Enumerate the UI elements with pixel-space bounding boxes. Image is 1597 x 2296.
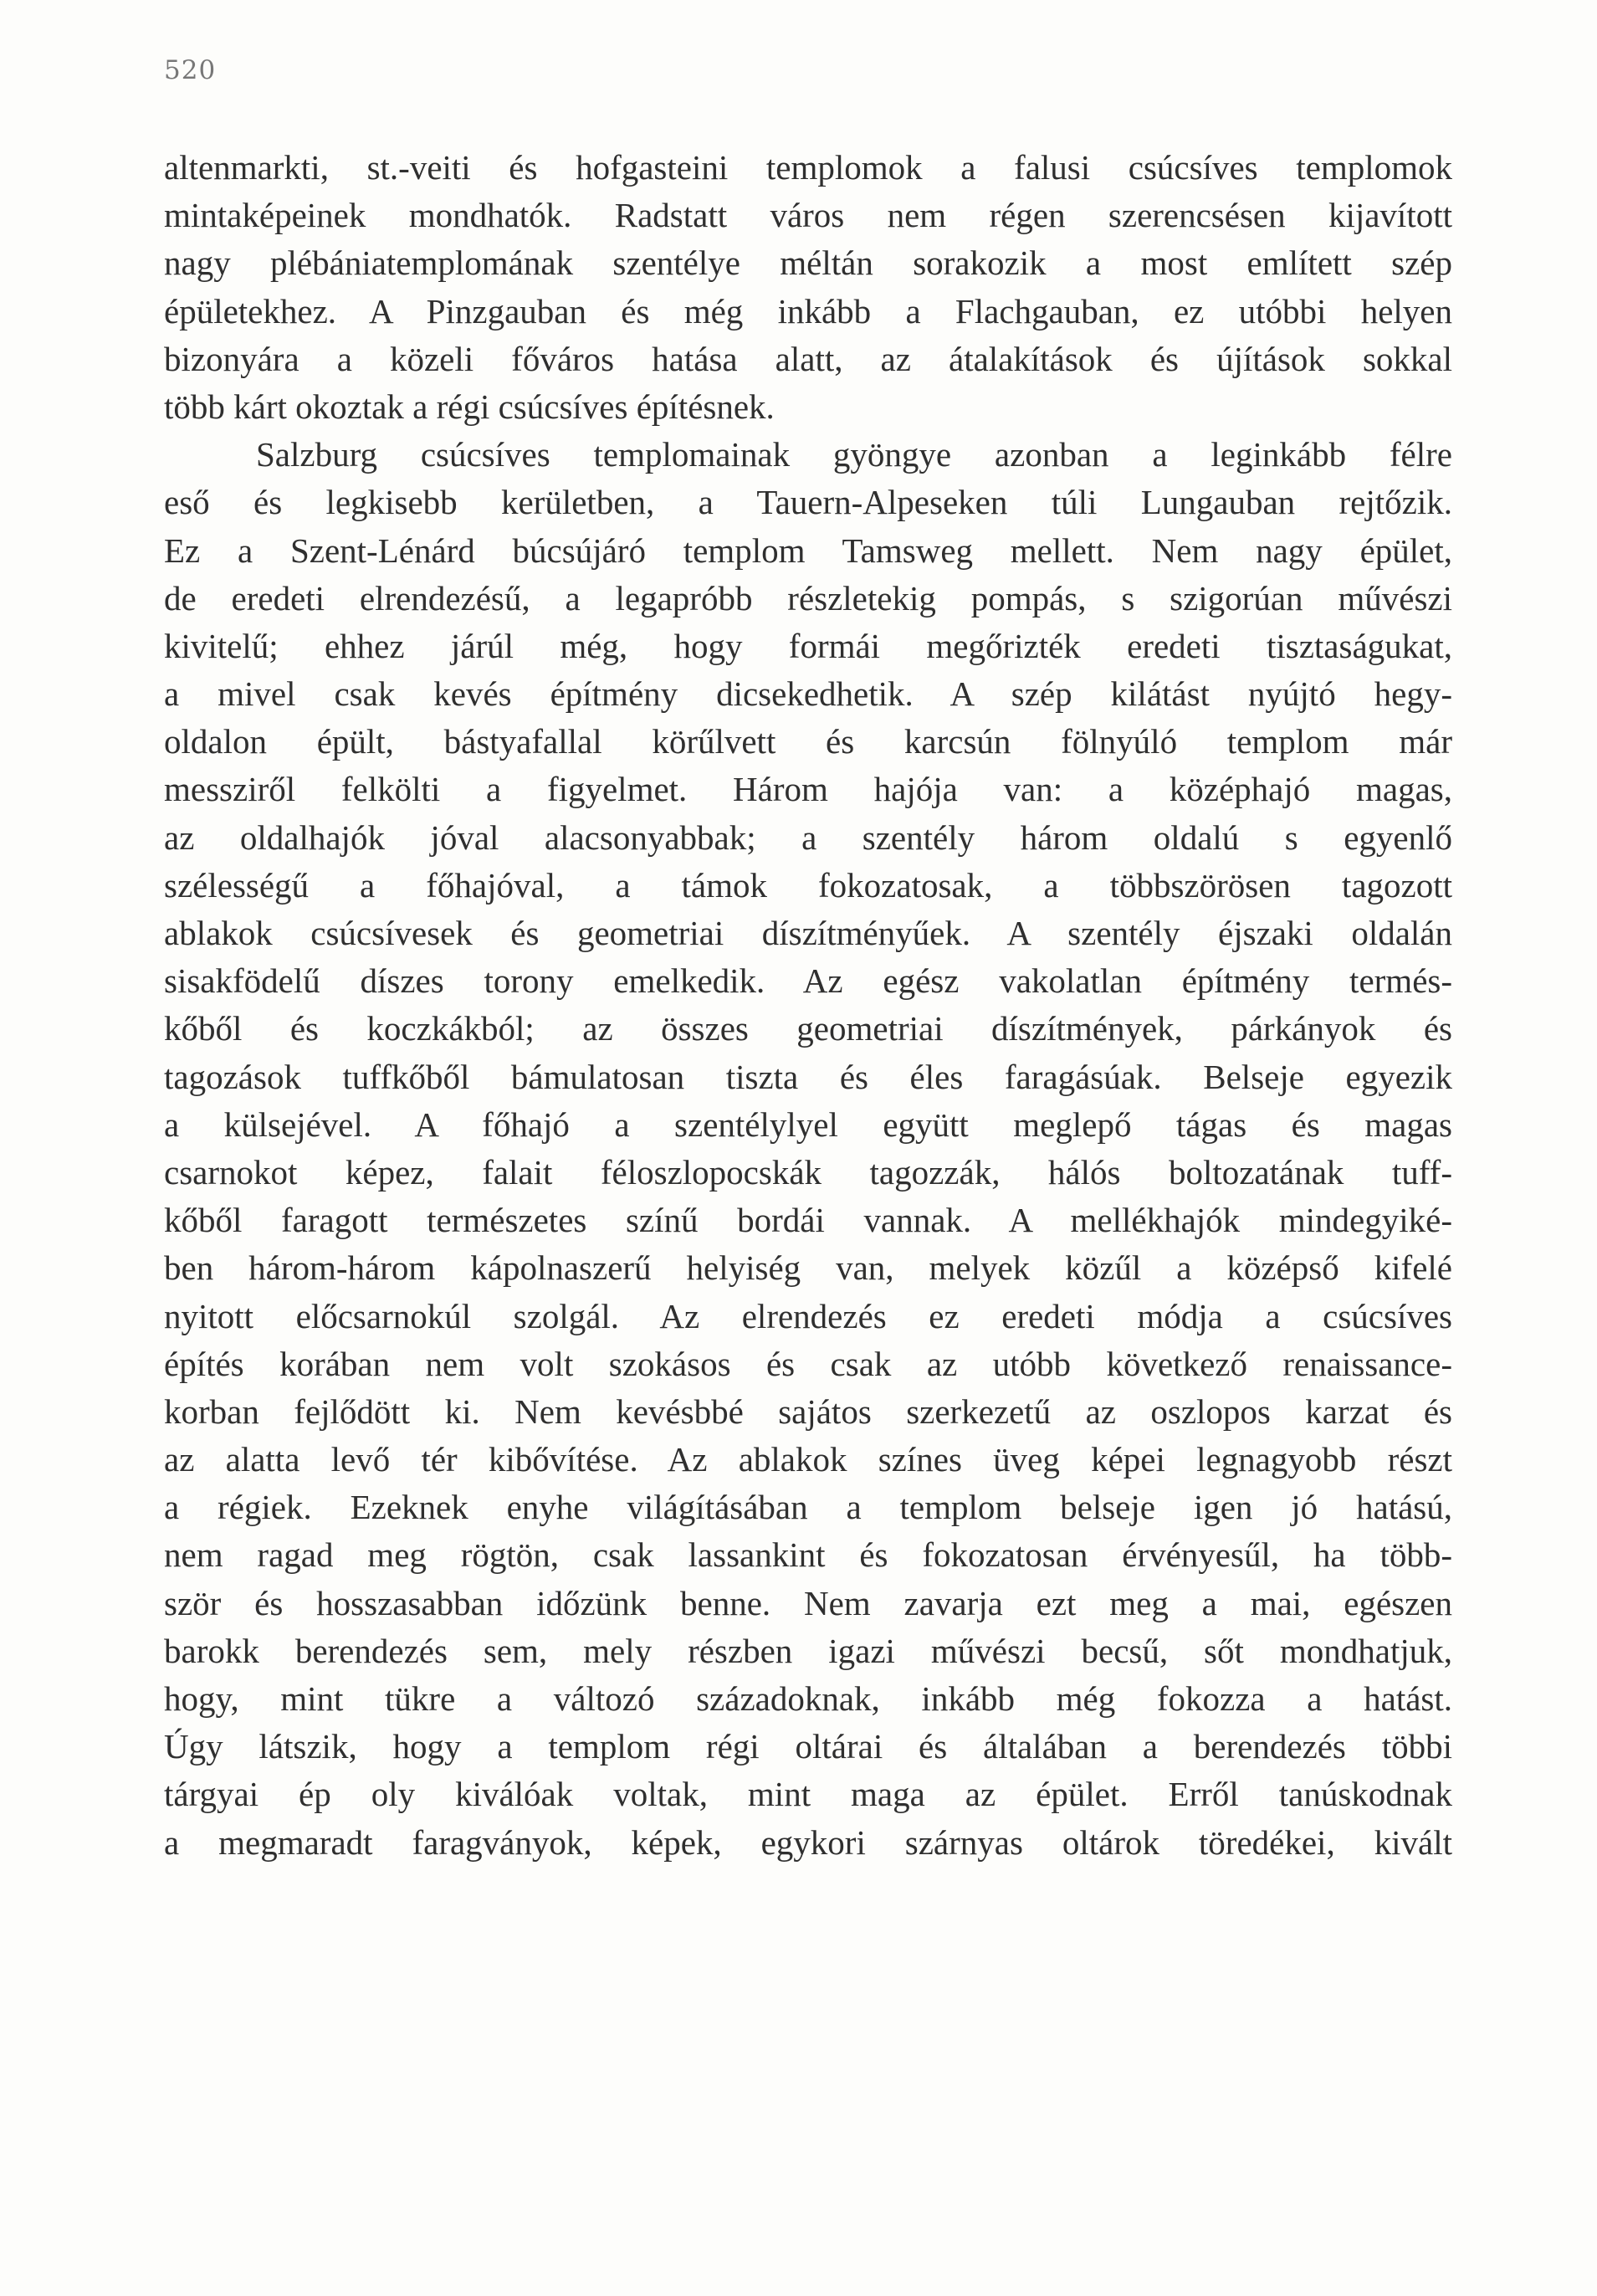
text-line: oldalon épült, bástyafallal körűlvett és karcsún fölnyúló templom már xyxy=(164,722,1452,761)
text-line: Úgy látszik, hogy a templom régi oltárai és általában a berendezés többi xyxy=(164,1727,1452,1766)
text-line: sisakfödelű díszes torony emelkedik. Az egész vakolatlan építmény termés- xyxy=(164,961,1452,1001)
text-line: nagy plébániatemplomának szentélye méltán sorakozik a most említett szép xyxy=(164,243,1452,283)
text-line: nem ragad meg rögtön, csak lassankint és fokozatosan érvényesűl, ha több- xyxy=(164,1535,1452,1575)
text-line: a régiek. Ezeknek enyhe világításában a templom belseje igen jó hatású, xyxy=(164,1488,1452,1527)
text-line: ben három-három kápolnaszerű helyiség van, melyek közűl a középső kifelé xyxy=(164,1248,1452,1288)
body-text xyxy=(164,144,1452,1867)
text-line: korban fejlődött ki. Nem kevésbbé sajátos szerkezetű az oszlopos karzat és xyxy=(164,1391,1452,1431)
text-line: de eredeti elrendezésű, a legapróbb részletekig pompás, s szigorúan művészi xyxy=(164,578,1452,618)
paragraph-first-line: Salzburg csúcsíves templomainak gyöngye azonban a leginkább félre xyxy=(256,435,1452,474)
text-line: messziről felkölti a figyelmet. Három hajója van: a középhajó magas, xyxy=(164,770,1452,809)
page-number: 520 xyxy=(164,55,217,85)
text-line: kőből faragott természetes színű bordái vannak. A mellékhajók mindegyiké- xyxy=(164,1201,1452,1240)
text-line: a megmaradt faragványok, képek, egykori szárnyas oltárok töredékei, kivált xyxy=(164,1822,1452,1862)
text-line: kőből és koczkákból; az összes geometriai díszítmények, párkányok és xyxy=(164,1009,1452,1048)
text-line: tagozások tuffkőből bámulatosan tiszta és éles faragásúak. Belseje egyezik xyxy=(164,1057,1452,1096)
text-line: az alatta levő tér kibővítése. Az ablakok színes üveg képei legnagyobb részt xyxy=(164,1440,1452,1479)
text-line: tárgyai ép oly kiválóak voltak, mint maga az épület. Erről tanúskodnak xyxy=(164,1775,1452,1814)
text-line: eső és legkisebb kerületben, a Tauern-Alpeseken túli Lungauban rejtőzik. xyxy=(164,483,1452,522)
text-line: építés korában nem volt szokásos és csak az utóbb következő renaissance- xyxy=(164,1344,1452,1383)
text-line: nyitott előcsarnokúl szolgál. Az elrendezés ez eredeti módja a csúcsíves xyxy=(164,1296,1452,1335)
text-line: ablakok csúcsívesek és geometriai díszítményűek. A szentély éjszaki oldalán xyxy=(164,914,1452,952)
text-line: ször és hosszasabban időzünk benne. Nem zavarja ezt meg a mai, egészen xyxy=(164,1583,1452,1622)
text-line: hogy, mint tükre a változó századoknak, inkább még fokozza a hatást. xyxy=(164,1679,1452,1718)
text-line: az oldalhajók jóval alacsonyabbak; a szentély három oldalú s egyenlő xyxy=(164,817,1452,857)
text-line: Ez a Szent-Lénárd búcsújáró templom Tamsweg mellett. Nem nagy épület, xyxy=(164,530,1452,570)
text-line: mintaképeinek mondhatók. Radstatt város nem régen szerencsésen kijavított xyxy=(164,196,1452,235)
text-line: a mivel csak kevés építmény dicsekedhetik. A szép kilátást nyújtó hegy- xyxy=(164,674,1452,714)
text-line: csarnokot képez, falait féloszlopocskák tagozzák, hálós boltozatának tuff- xyxy=(164,1152,1452,1192)
text-line: altenmarkti, st.-veiti és hofgasteini templomok a falusi csúcsíves templomok xyxy=(164,148,1452,187)
text-line: épületekhez. A Pinzgauban és még inkább a Flachgauban, ez utóbbi helyen xyxy=(164,291,1452,331)
text-line: barokk berendezés sem, mely részben igazi művészi becsű, sőt mondhatjuk, xyxy=(164,1631,1452,1670)
text-line: a külsejével. A főhajó a szentélylyel együtt meglepő tágas és magas xyxy=(164,1104,1452,1144)
text-line: bizonyára a közeli főváros hatása alatt, az átalakítások és újítások sokkal xyxy=(164,339,1452,378)
text-line: kivitelű; ehhez járúl még, hogy formái megőrizték eredeti tisztaságukat, xyxy=(164,626,1452,665)
text-line: szélességű a főhajóval, a támok fokozatosak, a többszörösen tagozott xyxy=(164,865,1452,905)
text-line: több kárt okoztak a régi csúcsíves építésnek. xyxy=(164,387,775,426)
